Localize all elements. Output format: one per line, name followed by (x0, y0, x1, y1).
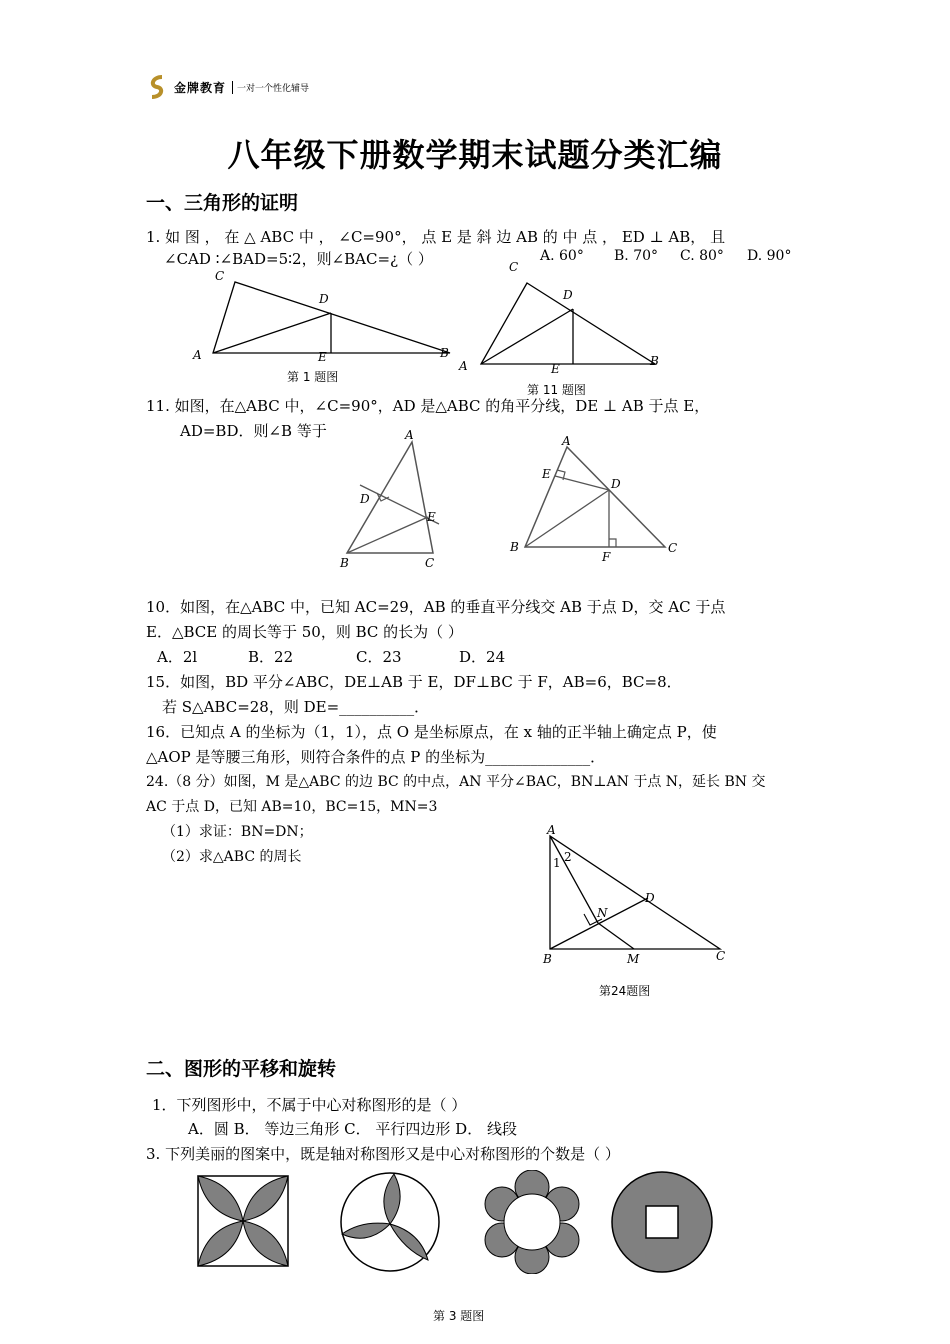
fig24-label-n: N (597, 906, 608, 920)
pattern-flower (480, 1170, 584, 1274)
fig1-label-a: A (193, 348, 202, 362)
fig24-label-d: D (645, 891, 655, 905)
pattern-circle-three-petals (338, 1170, 442, 1274)
s2-q1-line: 1．下列图形中，不属于中心对称图形的是（ ） (152, 1096, 467, 1114)
q24-sub-1: （1）求证：BN=DN； (162, 824, 313, 840)
fig24-label-m: M (627, 952, 640, 966)
fig11b-label-b: B (340, 556, 349, 570)
logo-mark-icon (148, 74, 168, 100)
fig24-label-2: 2 (564, 850, 572, 864)
fig11c-label-e: E (542, 467, 551, 481)
q10-line-1: 10．如图，在△ABC 中，已知 AC=29，AB 的垂直平分线交 AB 于点 D，交 AC 于点 (146, 598, 726, 616)
fig11a-label-e: E (551, 362, 560, 376)
header-logo (148, 74, 309, 100)
figure-q11-c (505, 430, 695, 565)
fig11b-label-e: E (427, 510, 436, 524)
q11-line-2: AD=BD．则∠B 等于 (180, 422, 327, 440)
fig11c-label-c: C (668, 541, 678, 555)
fig11b-label-d: D (360, 492, 370, 506)
fig1-label-c: C (215, 269, 225, 283)
fig1-caption: 第 1 题图 (287, 370, 339, 384)
fig11c-label-f: F (602, 550, 611, 564)
fig24-label-a: A (547, 823, 556, 837)
figure-q1-alt (455, 257, 675, 377)
q24-line-2: AC 于点 D，已知 AB=10，BC=15，MN=3 (146, 799, 438, 815)
q10-line-2: E．△BCE 的周长等于 50，则 BC 的长为（ ） (146, 623, 463, 641)
q1-option-a: A. 60° (540, 248, 584, 264)
fig24-caption: 第24题图 (599, 984, 651, 998)
q1-option-d: D. 90° (747, 248, 792, 264)
s2-q1-options: A．圆 B． 等边三角形 C． 平行四边形 D． 线段 (188, 1120, 517, 1138)
fig24-label-c: C (716, 949, 726, 963)
pattern-coin (610, 1170, 714, 1274)
page-title: 八年级下册数学期末试题分类汇编 (227, 136, 723, 174)
fig11c-label-b: B (510, 540, 519, 554)
fig1-label-e: E (318, 350, 327, 364)
pattern-square-petals (196, 1174, 291, 1269)
q1-option-c: C. 80° (680, 248, 724, 264)
q16-line-2: △AOP 是等腰三角形，则符合条件的点 P 的坐标为______________． (146, 748, 606, 766)
fig24-label-1: 1 (553, 856, 561, 870)
section-2-heading: 二、图形的平移和旋转 (146, 1058, 337, 1080)
fig11a-label-c: C (509, 260, 519, 274)
q10-option-a: A．2l (157, 648, 198, 666)
logo-text: 金牌教育 (174, 80, 227, 95)
fig24-label-b: B (543, 952, 552, 966)
q24-line-1: 24.（8 分）如图，M 是△ABC 的边 BC 的中点，AN 平分∠BAC，BN⊥AN 于点 N，延长 BN 交 (146, 774, 766, 790)
q24-sub-2: （2）求△ABC 的周长 (162, 849, 302, 865)
fig11a-label-d: D (563, 288, 573, 302)
fig11b-label-c: C (425, 556, 435, 570)
fig11a-label-b: B (650, 354, 659, 368)
q1-line-1: 1. 如 图 ， 在 △ ABC 中 ， ∠C=90°， 点 E 是 斜 边 AB 的 中 点 ， ED ⊥ AB， 且 (146, 228, 726, 246)
q16-line-1: 16．已知点 A 的坐标为（1，1），点 O 是坐标原点，在 x 轴的正半轴上确定点 P，使 (146, 723, 717, 741)
fig11-caption: 第 11 题图 (527, 383, 586, 397)
fig11c-label-a: A (562, 434, 571, 448)
fig1-label-b: B (440, 346, 449, 360)
q10-option-d: D．24 (459, 648, 506, 666)
fig11a-label-a: A (459, 359, 468, 373)
s2-q3-line: 3. 下列美丽的图案中，既是轴对称图形又是中心对称图形的个数是（ ） (146, 1145, 620, 1163)
fig11c-label-d: D (611, 477, 621, 491)
figure-q11-b (335, 425, 455, 575)
q15-line-2: 若 S△ABC=28，则 DE=__________． (162, 698, 430, 716)
fig3-caption: 第 3 题图 (433, 1309, 485, 1323)
q10-option-c: C．23 (356, 648, 402, 666)
q1-line-2: ∠CAD ∶∠BAD=5∶2，则∠BAC=¿（ ） (164, 250, 433, 268)
q11-line-1: 11. 如图，在△ABC 中，∠C=90°，AD 是△ABC 的角平分线，DE ⊥ AB 于点 E， (146, 397, 710, 415)
q1-option-b: B. 70° (614, 248, 659, 264)
q10-option-b: B．22 (248, 648, 294, 666)
fig1-label-d: D (319, 292, 329, 306)
fig11b-label-a: A (405, 428, 414, 442)
logo-slogan: 一对一个性化辅导 (232, 81, 309, 94)
figure-q1 (185, 265, 470, 370)
figure-q24 (535, 822, 735, 972)
section-1-heading: 一、三角形的证明 (146, 192, 299, 214)
q15-line-1: 15．如图，BD 平分∠ABC，DE⊥AB 于 E，DF⊥BC 于 F，AB=6，BC=8． (146, 673, 682, 691)
